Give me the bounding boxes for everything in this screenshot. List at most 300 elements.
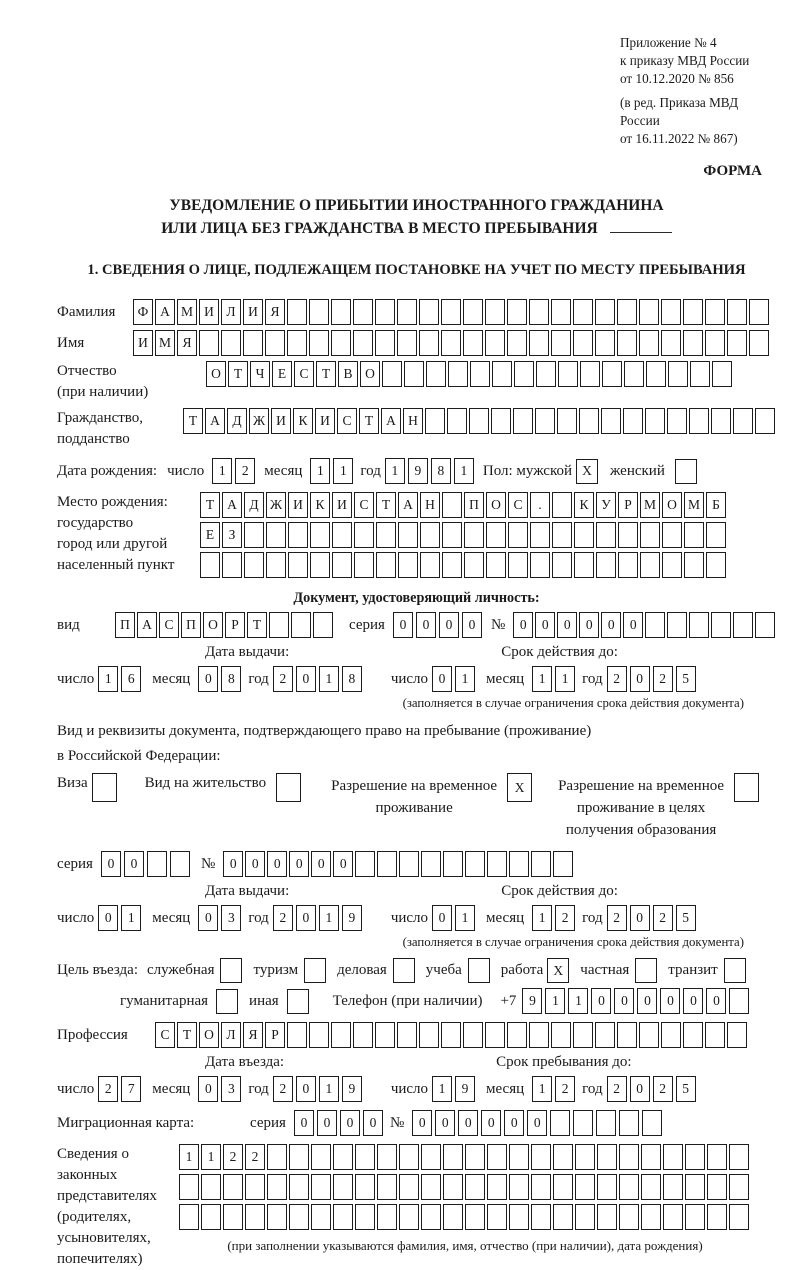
day-label: число — [57, 909, 95, 926]
char-box: 0 — [630, 905, 650, 931]
char-box: 0 — [267, 851, 287, 877]
char-box — [311, 1174, 331, 1200]
char-box — [596, 552, 616, 578]
char-box — [179, 1204, 199, 1230]
day-label: число — [390, 670, 429, 687]
char-box: 0 — [245, 851, 265, 877]
char-box — [425, 408, 445, 434]
revision-line: от 16.11.2022 № 867) — [620, 131, 738, 146]
char-box: У — [596, 492, 616, 518]
char-box — [486, 522, 506, 548]
char-box: Ж — [266, 492, 286, 518]
birth-date-row — [57, 458, 776, 484]
identity-doc-date-headers — [57, 644, 776, 661]
char-box: 2 — [98, 1076, 118, 1102]
char-box — [375, 1022, 395, 1048]
purpose-row2 — [120, 988, 776, 1014]
representatives-note: (при заполнении указываются фамилия, имя, отчество (при наличии), дата рождения) — [227, 1238, 703, 1253]
year-label: год — [582, 909, 603, 926]
char-box — [267, 1144, 287, 1170]
char-box: 1 — [455, 666, 475, 692]
char-box — [353, 330, 373, 356]
char-box: А — [398, 492, 418, 518]
year-label: год — [248, 909, 269, 926]
char-box — [595, 330, 615, 356]
char-box: 5 — [676, 666, 696, 692]
char-box — [707, 1144, 727, 1170]
char-box: 0 — [198, 1076, 218, 1102]
char-box — [552, 552, 572, 578]
char-box — [375, 299, 395, 325]
char-box — [421, 1174, 441, 1200]
char-box: 0 — [124, 851, 144, 877]
char-box — [442, 492, 462, 518]
char-box: С — [354, 492, 374, 518]
char-box: 3 — [221, 1076, 241, 1102]
char-box — [624, 361, 644, 387]
char-box — [441, 330, 461, 356]
char-box — [200, 552, 220, 578]
char-box: О — [360, 361, 380, 387]
char-box — [399, 1144, 419, 1170]
char-box — [309, 330, 329, 356]
phone-prefix: +7 — [500, 992, 517, 1009]
char-box: И — [271, 408, 291, 434]
char-box: 0 — [98, 905, 118, 931]
char-box — [668, 361, 688, 387]
char-box — [531, 1204, 551, 1230]
option-label-line: проживание — [375, 800, 453, 816]
mk-number-label: № — [389, 1114, 405, 1131]
char-box: Т — [247, 612, 267, 638]
char-box — [491, 408, 511, 434]
revision-line: (в ред. Приказа МВД России — [620, 95, 739, 128]
char-box: И — [315, 408, 335, 434]
citizenship-label — [57, 408, 183, 450]
stay-until-header: Срок пребывания до: — [496, 1054, 632, 1070]
char-box — [663, 1174, 683, 1200]
char-box — [92, 773, 117, 802]
char-box — [729, 1144, 749, 1170]
expiry-year-boxes — [607, 666, 699, 692]
patronymic-boxes — [206, 361, 734, 387]
char-box: 0 — [296, 666, 316, 692]
char-box — [553, 1204, 573, 1230]
char-box — [639, 1022, 659, 1048]
issue-year-boxes — [273, 666, 365, 692]
char-box — [667, 612, 687, 638]
char-box: О — [206, 361, 226, 387]
char-box — [485, 299, 505, 325]
char-box: 2 — [273, 905, 293, 931]
char-box: 2 — [607, 666, 627, 692]
option-temp-residence-label — [331, 775, 497, 819]
char-box — [399, 1204, 419, 1230]
char-box: 1 — [201, 1144, 221, 1170]
char-box: 9 — [522, 988, 542, 1014]
stay-until-group — [391, 1076, 699, 1102]
form-title — [57, 194, 776, 240]
char-box: З — [222, 522, 242, 548]
residence-doc-dates-row — [57, 905, 776, 931]
issue-month-boxes — [198, 666, 244, 692]
char-box — [513, 408, 533, 434]
char-box: 2 — [653, 905, 673, 931]
char-box — [535, 408, 555, 434]
char-box: И — [332, 492, 352, 518]
char-box: 0 — [630, 666, 650, 692]
expiry-year-boxes — [607, 905, 699, 931]
char-box — [221, 330, 241, 356]
char-box: 0 — [683, 988, 703, 1014]
char-box: Т — [200, 492, 220, 518]
char-box: 0 — [630, 1076, 650, 1102]
char-box — [617, 299, 637, 325]
char-box — [661, 330, 681, 356]
birth-place-label-line: государство — [57, 515, 134, 531]
char-box — [399, 851, 419, 877]
annex-line: Приложение № 4 — [620, 35, 717, 50]
char-box — [223, 1204, 243, 1230]
char-box: Р — [225, 612, 245, 638]
mk-series-boxes — [294, 1110, 386, 1136]
residence-options-row — [57, 775, 776, 841]
birth-place-row3 — [200, 552, 728, 578]
doc-series-boxes — [393, 612, 485, 638]
entry-dates-row — [57, 1076, 776, 1102]
patronymic-row — [57, 361, 776, 403]
char-box — [487, 851, 507, 877]
char-box — [514, 361, 534, 387]
char-box — [421, 1204, 441, 1230]
residence-series-boxes — [101, 851, 193, 877]
char-box — [685, 1174, 705, 1200]
char-box: 0 — [296, 905, 316, 931]
char-box — [486, 552, 506, 578]
char-box — [729, 1174, 749, 1200]
char-box: 2 — [273, 1076, 293, 1102]
char-box — [573, 330, 593, 356]
char-box: 8 — [342, 666, 362, 692]
forma-label: ФОРМА — [703, 163, 762, 179]
char-box — [464, 552, 484, 578]
char-box: 9 — [342, 1076, 362, 1102]
char-box — [689, 408, 709, 434]
char-box: Ж — [249, 408, 269, 434]
option-temp-residence-education — [558, 775, 761, 841]
char-box: С — [508, 492, 528, 518]
issue-day-boxes — [98, 666, 144, 692]
char-box: 2 — [555, 905, 575, 931]
issue-date-header: Дата выдачи: — [205, 644, 290, 660]
char-box — [398, 552, 418, 578]
representatives-boxes — [179, 1144, 751, 1254]
char-box — [199, 330, 219, 356]
char-box: А — [155, 299, 175, 325]
char-box — [707, 1174, 727, 1200]
char-box: 2 — [653, 666, 673, 692]
option-visa-checkbox — [92, 773, 119, 802]
char-box: Ч — [250, 361, 270, 387]
char-box: Л — [221, 1022, 241, 1048]
char-box: 0 — [557, 612, 577, 638]
char-box — [399, 1174, 419, 1200]
char-box: К — [310, 492, 330, 518]
option-residence-permit-label: Вид на жительство — [144, 775, 267, 791]
option-visa-label: Виза — [57, 775, 88, 791]
char-box — [443, 851, 463, 877]
char-box — [551, 330, 571, 356]
char-box: 1 — [98, 666, 118, 692]
char-box: X — [507, 773, 532, 802]
char-box — [684, 522, 704, 548]
char-box — [663, 1144, 683, 1170]
char-box — [639, 330, 659, 356]
char-box — [355, 851, 375, 877]
expiry-date-group — [391, 666, 699, 692]
char-box — [642, 1110, 662, 1136]
representatives-label-line: усыновителях, — [57, 1230, 151, 1246]
char-box — [443, 1204, 463, 1230]
char-box — [529, 1022, 549, 1048]
char-box: 0 — [504, 1110, 524, 1136]
char-box — [707, 1204, 727, 1230]
char-box — [552, 492, 572, 518]
representatives-label-line: представителях — [57, 1188, 157, 1204]
char-box — [509, 1204, 529, 1230]
char-box: 0 — [601, 612, 621, 638]
char-box — [147, 851, 167, 877]
char-box: К — [574, 492, 594, 518]
char-box — [574, 552, 594, 578]
char-box — [485, 330, 505, 356]
char-box — [463, 299, 483, 325]
char-box — [553, 1144, 573, 1170]
char-box — [641, 1204, 661, 1230]
char-box: М — [177, 299, 197, 325]
char-box: 2 — [245, 1144, 265, 1170]
char-box — [375, 330, 395, 356]
char-box: В — [338, 361, 358, 387]
purpose-label: Цель въезда: — [57, 962, 138, 978]
char-box: 0 — [412, 1110, 432, 1136]
char-box — [442, 552, 462, 578]
char-box: 0 — [535, 612, 555, 638]
char-box: Т — [228, 361, 248, 387]
char-box — [397, 299, 417, 325]
residence-number-boxes — [223, 851, 575, 877]
char-box: 0 — [223, 851, 243, 877]
char-box: Я — [265, 299, 285, 325]
char-box — [487, 1204, 507, 1230]
char-box: Д — [244, 492, 264, 518]
char-box: И — [243, 299, 263, 325]
char-box: 0 — [623, 612, 643, 638]
year-label: год — [360, 462, 381, 479]
birth-place-label — [57, 492, 200, 576]
residence-doc-intro-line1: Вид и реквизиты документа, подтверждающего право на пребывание (проживание) — [57, 723, 592, 739]
char-box: С — [294, 361, 314, 387]
option-residence-permit — [145, 775, 303, 802]
day-label: число — [57, 1080, 95, 1097]
char-box: П — [115, 612, 135, 638]
char-box: 0 — [513, 612, 533, 638]
char-box — [353, 299, 373, 325]
char-box: 0 — [591, 988, 611, 1014]
birth-day-boxes — [212, 458, 258, 484]
char-box: Я — [243, 1022, 263, 1048]
char-box — [557, 408, 577, 434]
char-box: 1 — [333, 458, 353, 484]
purpose-humanitarian-checkbox — [216, 989, 240, 1014]
char-box — [711, 408, 731, 434]
char-box: 1 — [121, 905, 141, 931]
expiry-date-header: Срок действия до: — [501, 644, 618, 660]
annex-line: от 10.12.2020 № 856 — [620, 71, 734, 86]
char-box — [355, 1174, 375, 1200]
char-box — [662, 552, 682, 578]
char-box — [426, 361, 446, 387]
char-box: X — [547, 958, 569, 983]
char-box — [421, 851, 441, 877]
title-blank-line — [610, 219, 672, 233]
char-box: 0 — [317, 1110, 337, 1136]
char-box: 7 — [121, 1076, 141, 1102]
purpose-official-label: служебная — [146, 962, 215, 978]
char-box — [595, 1022, 615, 1048]
purpose-private-label: частная — [580, 962, 630, 978]
char-box — [596, 522, 616, 548]
char-box — [580, 361, 600, 387]
issue-year-boxes — [273, 905, 365, 931]
char-box: Б — [706, 492, 726, 518]
char-box: 2 — [607, 1076, 627, 1102]
entry-date-header: Дата въезда: — [205, 1054, 285, 1070]
char-box — [733, 408, 753, 434]
char-box — [573, 1022, 593, 1048]
char-box: 0 — [439, 612, 459, 638]
given-name-row — [57, 330, 776, 356]
char-box: Т — [316, 361, 336, 387]
char-box: 1 — [319, 1076, 339, 1102]
entry-date-group — [57, 1076, 365, 1102]
char-box: 0 — [435, 1110, 455, 1136]
char-box: С — [155, 1022, 175, 1048]
char-box — [727, 330, 747, 356]
char-box — [404, 361, 424, 387]
stay-month-boxes — [532, 1076, 578, 1102]
char-box — [463, 330, 483, 356]
char-box — [421, 1144, 441, 1170]
purpose-tourism-label: туризм — [253, 962, 299, 978]
char-box — [635, 958, 657, 983]
year-label: год — [582, 670, 603, 687]
char-box — [706, 522, 726, 548]
char-box: М — [640, 492, 660, 518]
char-box — [289, 1204, 309, 1230]
char-box — [689, 612, 709, 638]
char-box — [641, 1174, 661, 1200]
char-box — [269, 612, 289, 638]
char-box — [485, 1022, 505, 1048]
char-box — [641, 1144, 661, 1170]
char-box — [573, 1110, 593, 1136]
char-box — [288, 522, 308, 548]
char-box — [333, 1144, 353, 1170]
char-box: 0 — [637, 988, 657, 1014]
char-box — [597, 1204, 617, 1230]
char-box — [529, 299, 549, 325]
char-box — [377, 1144, 397, 1170]
form-title-line1: УВЕДОМЛЕНИЕ О ПРИБЫТИИ ИНОСТРАННОГО ГРАЖДАНИНА — [169, 197, 664, 214]
char-box — [509, 1144, 529, 1170]
char-box: М — [684, 492, 704, 518]
purpose-study-checkbox — [468, 958, 492, 983]
purpose-official-checkbox — [220, 958, 244, 983]
char-box — [245, 1174, 265, 1200]
char-box — [289, 1144, 309, 1170]
purpose-tourism-checkbox — [304, 958, 328, 983]
char-box — [683, 299, 703, 325]
identity-doc-type-row — [57, 612, 776, 638]
representatives-label-line: (родителях, — [57, 1209, 132, 1225]
patronymic-label-line2: (при наличии) — [57, 384, 149, 400]
char-box: 6 — [121, 666, 141, 692]
purpose-study-label: учеба — [425, 962, 462, 978]
phone-label: Телефон (при наличии) — [332, 992, 483, 1009]
option-label-line: Разрешение на временное — [331, 778, 498, 794]
char-box — [333, 1204, 353, 1230]
char-box — [443, 1174, 463, 1200]
char-box — [640, 552, 660, 578]
purpose-other-label: иная — [249, 992, 279, 1009]
char-box — [575, 1174, 595, 1200]
char-box — [617, 1022, 637, 1048]
representatives-row1 — [179, 1144, 751, 1170]
char-box — [536, 361, 556, 387]
year-label: год — [248, 670, 269, 687]
char-box — [376, 522, 396, 548]
char-box — [266, 522, 286, 548]
patronymic-label-line1: Отчество — [57, 363, 117, 379]
expiry-date-header: Срок действия до: — [501, 883, 618, 899]
option-residence-permit-checkbox — [276, 773, 303, 802]
mk-number-boxes — [412, 1110, 665, 1136]
char-box — [266, 552, 286, 578]
char-box: 0 — [311, 851, 331, 877]
day-label: число — [57, 670, 95, 687]
birth-date-label: Дата рождения: — [57, 462, 158, 479]
char-box — [287, 299, 307, 325]
char-box — [244, 552, 264, 578]
char-box — [755, 612, 775, 638]
given-name-label: Имя — [57, 334, 85, 351]
char-box: 0 — [393, 612, 413, 638]
char-box: 1 — [532, 905, 552, 931]
citizenship-row — [57, 408, 776, 450]
birth-place-boxes — [200, 492, 728, 582]
char-box — [244, 522, 264, 548]
char-box — [311, 1204, 331, 1230]
purpose-business-label: деловая — [337, 962, 387, 978]
char-box: 0 — [101, 851, 121, 877]
char-box: 0 — [614, 988, 634, 1014]
sex-male-checkbox — [576, 459, 600, 484]
char-box — [617, 330, 637, 356]
char-box — [382, 361, 402, 387]
char-box — [464, 522, 484, 548]
char-box: 1 — [545, 988, 565, 1014]
